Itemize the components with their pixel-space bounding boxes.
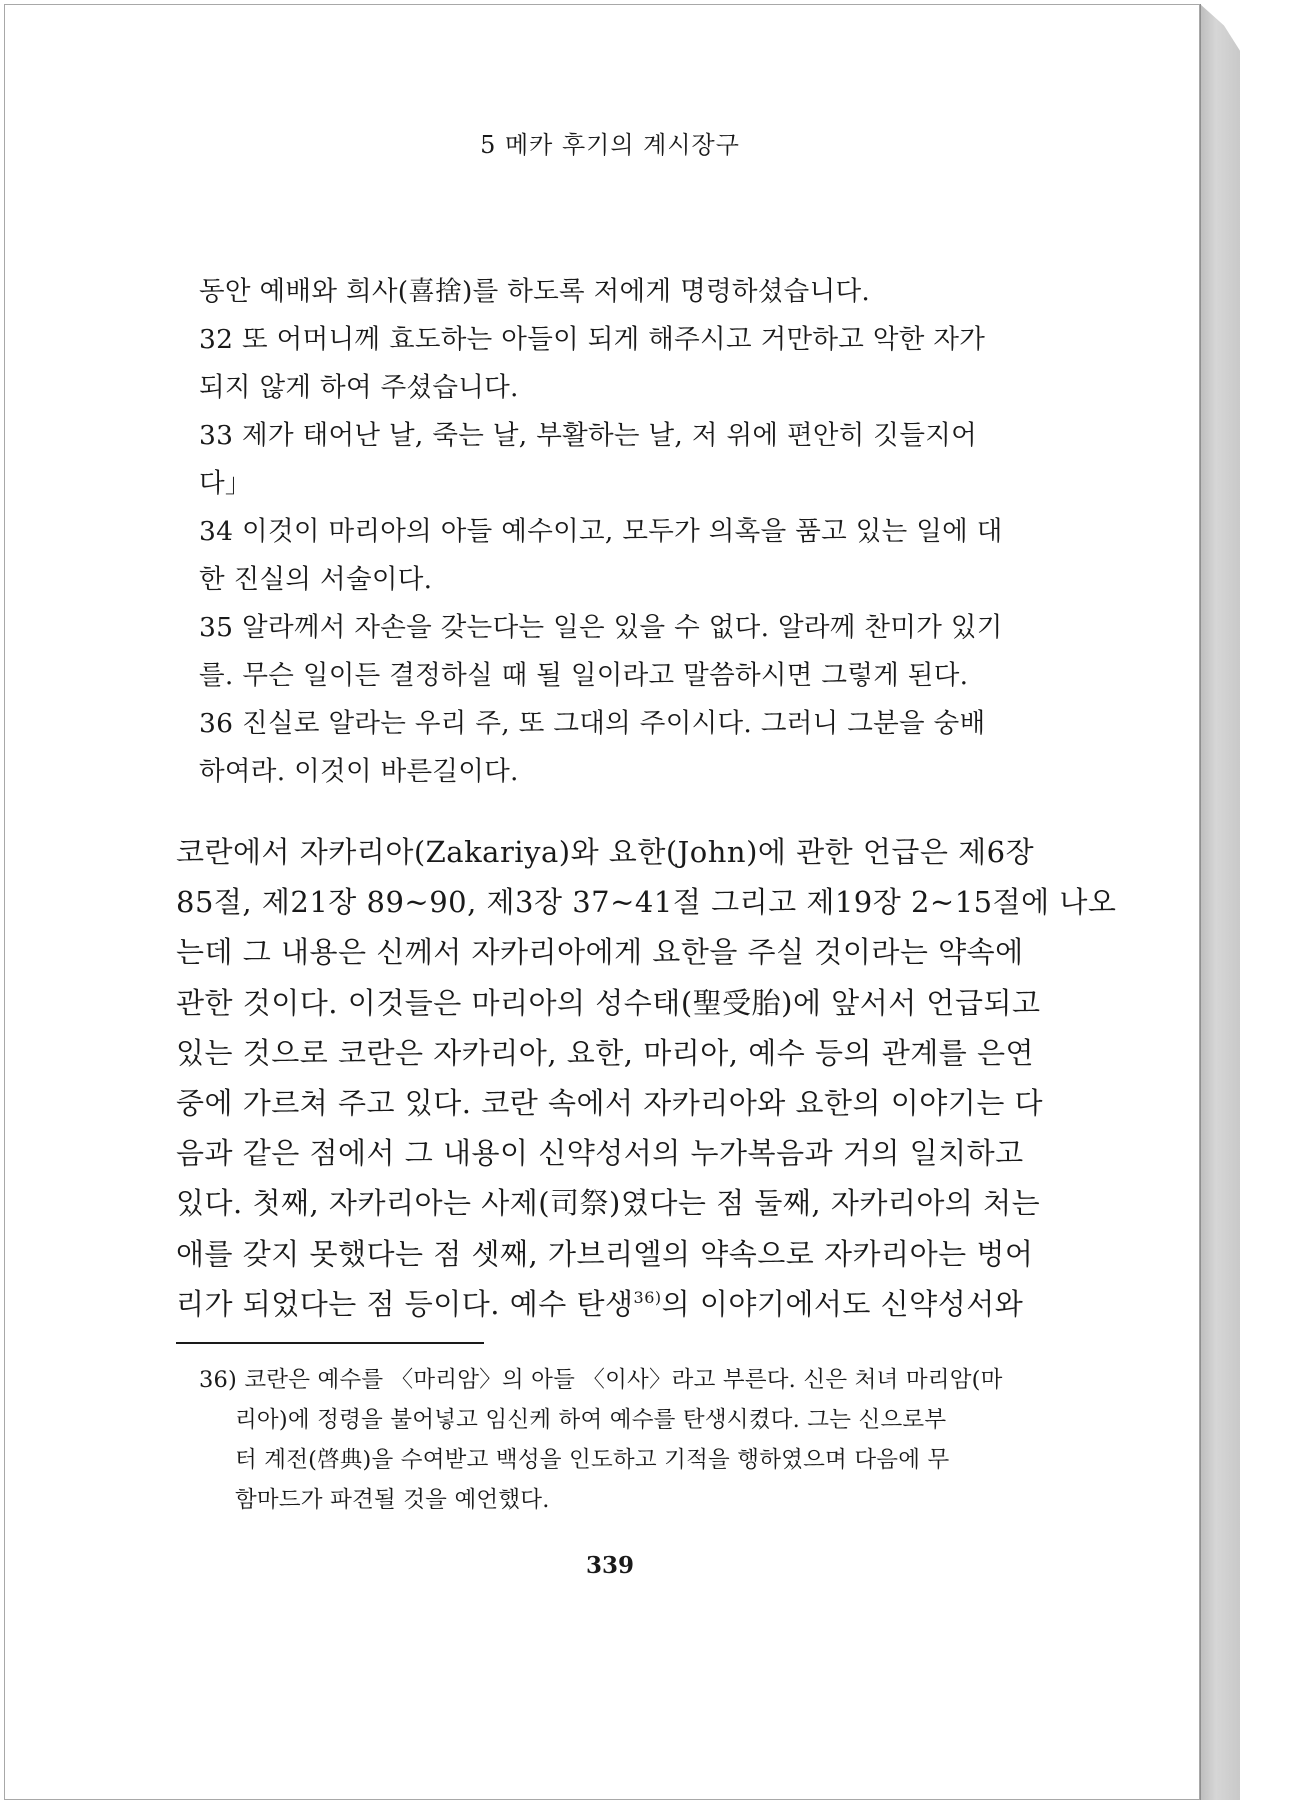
verse-line: 동안 예배와 희사(喜捨)를 하도록 저에게 명령하셨습니다. <box>199 276 871 307</box>
verse-line: 35 알라께서 자손을 갖는다는 일은 있을 수 없다. 알라께 찬미가 있기 <box>199 612 1003 643</box>
verse-line: 를. 무슨 일이든 결정하실 때 될 일이라고 말씀하시면 그렇게 된다. <box>199 660 969 691</box>
body-text: 리가 되었다는 점 등이다. 예수 탄생 <box>176 1286 634 1321</box>
footnote-line: 36) 코란은 예수를 〈마리암〉의 아들 〈이사〉라고 부른다. 신은 처녀 마리암(마 <box>199 1367 1003 1393</box>
body-line: 관한 것이다. 이것들은 마리아의 성수태(聖受胎)에 앞서서 언급되고 <box>176 985 1041 1020</box>
footnote-line: 리아)에 정령을 불어넣고 임신케 하여 예수를 탄생시켰다. 그는 신으로부 <box>235 1407 947 1433</box>
body-line: 애를 갖지 못했다는 점 셋째, 가브리엘의 약속으로 자카리아는 벙어 <box>176 1236 1034 1271</box>
page-edge-line <box>1200 4 1201 1800</box>
verse-line: 36 진실로 알라는 우리 주, 또 그대의 주이시다. 그러니 그분을 숭배 <box>199 708 986 739</box>
body-line: 85절, 제21장 89~90, 제3장 37~41절 그리고 제19장 2~15절에 나오 <box>176 885 1117 920</box>
body-line: 있다. 첫째, 자카리아는 사제(司祭)였다는 점 둘째, 자카리아의 처는 <box>176 1186 1041 1221</box>
verse-line: 다」 <box>199 468 252 499</box>
body-line: 코란에서 자카리아(Zakariya)와 요한(John)에 관한 언급은 제6장 <box>176 835 1035 869</box>
verse-line: 하여라. 이것이 바른길이다. <box>199 756 519 787</box>
verse-line: 되지 않게 하여 주셨습니다. <box>199 372 519 403</box>
body-line: 중에 가르쳐 주고 있다. 코란 속에서 자카리아와 요한의 이야기는 다 <box>176 1085 1044 1120</box>
page-stack-edge <box>1200 4 1240 1800</box>
footnote-line: 함마드가 파견될 것을 예언했다. <box>235 1487 550 1513</box>
footnote-line: 터 계전(啓典)을 수여받고 백성을 인도하고 기적을 행하였으며 다음에 무 <box>235 1447 950 1473</box>
footnote-reference: 36) <box>633 1287 662 1307</box>
body-line: 는데 그 내용은 신께서 자카리아에게 요한을 주실 것이라는 약속에 <box>176 935 1024 970</box>
body-paragraph <box>176 827 1117 1329</box>
page-number: 339 <box>585 1552 634 1579</box>
body-text: 의 이야기에서도 신약성서와 <box>661 1286 1024 1321</box>
verse-line: 34 이것이 마리아의 아들 예수이고, 모두가 의혹을 품고 있는 일에 대 <box>199 516 1003 547</box>
running-head: 5 메카 후기의 계시장구 <box>480 131 740 159</box>
verse-line: 33 제가 태어난 날, 죽는 날, 부활하는 날, 저 위에 편안히 깃들지어 <box>199 420 978 451</box>
verse-block <box>199 268 1019 796</box>
footnote-divider <box>176 1342 484 1344</box>
body-line-last <box>176 1279 1056 1329</box>
body-line: 음과 같은 점에서 그 내용이 신약성서의 누가복음과 거의 일치하고 <box>176 1136 1024 1171</box>
verse-line: 32 또 어머니께 효도하는 아들이 되게 해주시고 거만하고 악한 자가 <box>199 324 986 355</box>
body-line: 있는 것으로 코란은 자카리아, 요한, 마리아, 예수 등의 관계를 은연 <box>176 1035 1034 1070</box>
footnote-block <box>199 1360 1059 1520</box>
verse-line: 한 진실의 서술이다. <box>199 564 433 595</box>
